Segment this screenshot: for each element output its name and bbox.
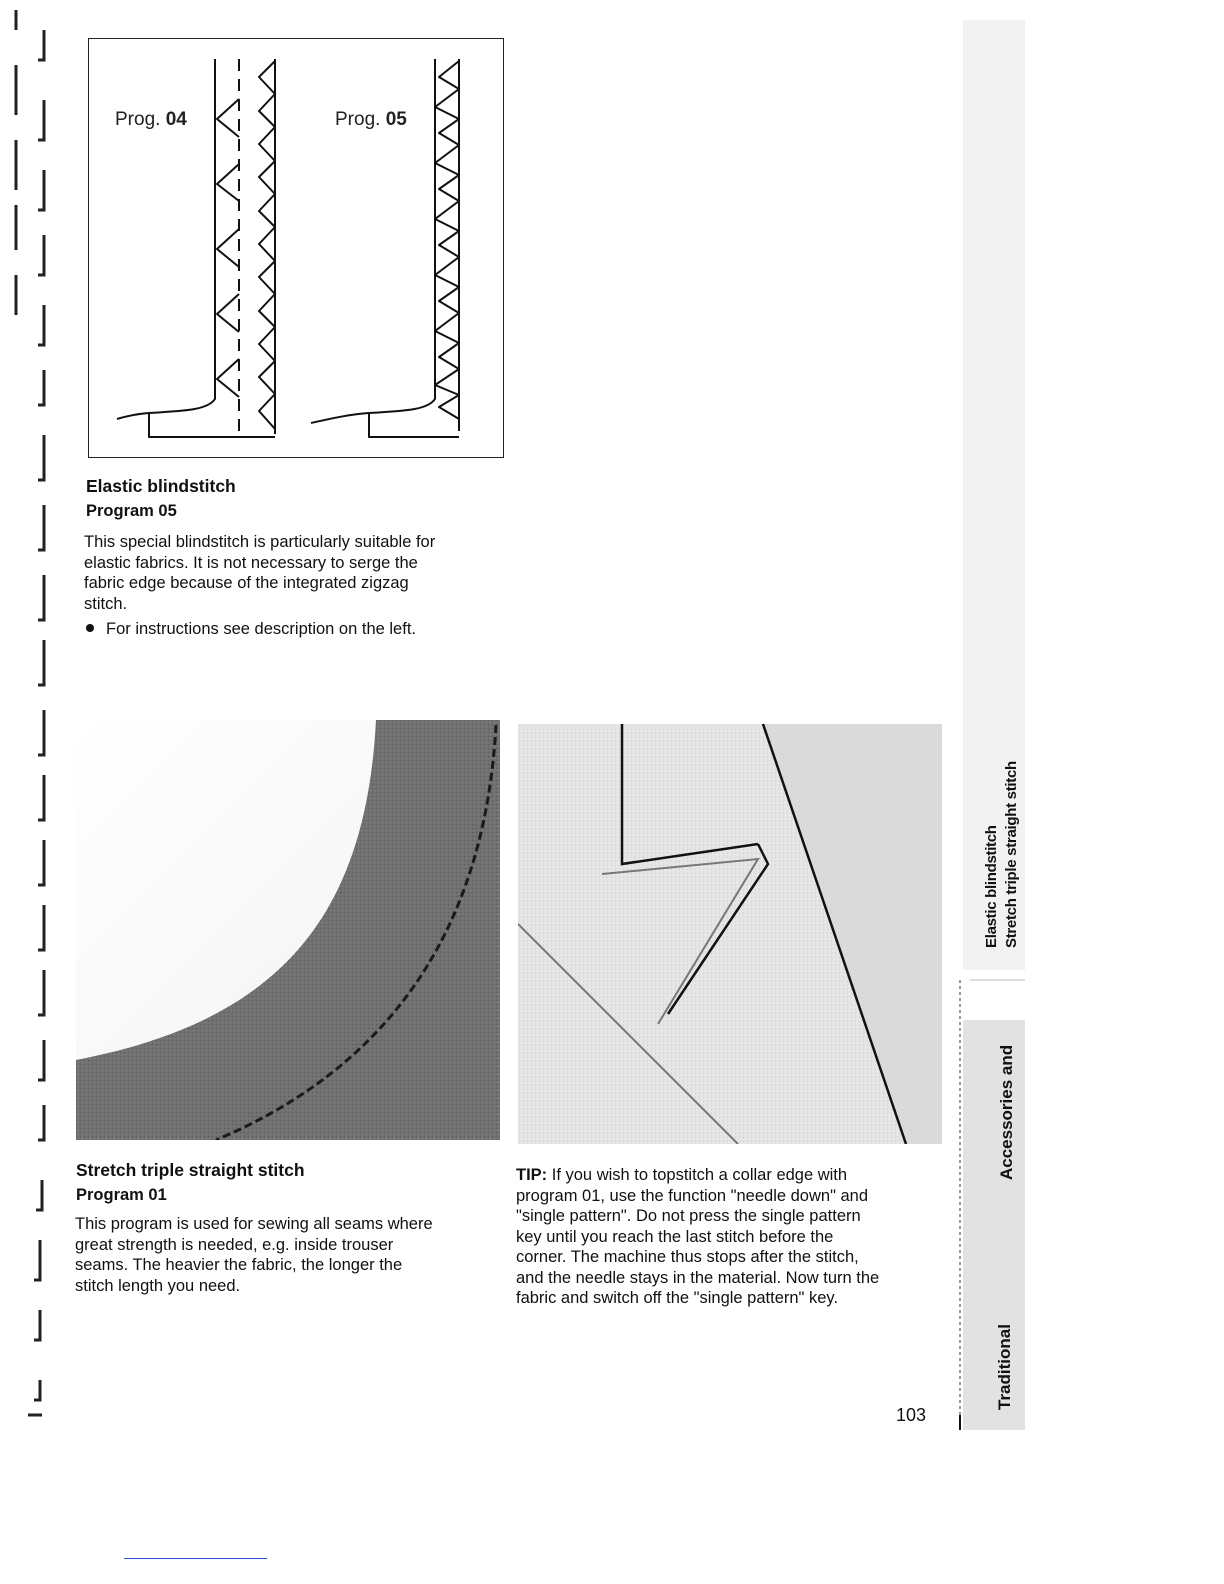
tip-line-1 [516, 1165, 879, 1186]
page-number: 103 [896, 1405, 927, 1425]
binding-marks [14, 10, 74, 1430]
stitch-diagram-drawing [89, 39, 505, 459]
stretch-description [75, 1214, 433, 1296]
tip-line-6: and the needle stays in the material. Now turn the [516, 1268, 880, 1287]
stretch-line-2: great strength is needed, e.g. inside trouser [75, 1235, 394, 1254]
tip-line-4: key until you reach the last stitch before the [516, 1227, 834, 1246]
stitch-diagram [88, 38, 504, 458]
tip-line-3: "single pattern". Do not press the single pattern [516, 1207, 861, 1225]
stretch-stitch-photo [76, 720, 500, 1140]
stretch-program-label: Program 01 [76, 1186, 167, 1204]
tip-line-7: fabric and switch off the "single pattern" key. [516, 1289, 839, 1307]
side-tab-accessories[interactable]: Accessories and [997, 1044, 1016, 1180]
bullet-icon [86, 624, 94, 632]
collar-photo-drawing [518, 724, 942, 1144]
stretch-title: Stretch triple straight stitch [76, 1160, 305, 1180]
collar-photo [518, 724, 942, 1144]
prog-04-label: Prog. 04 [115, 109, 187, 130]
elastic-blindstitch-title: Elastic blindstitch [86, 476, 236, 496]
elastic-line-3: fabric edge because of the integrated zigzag [84, 574, 409, 592]
tip-block [516, 1165, 879, 1309]
elastic-line-1: This special blindstitch is particularly suitable for [84, 533, 436, 551]
tip-line-5: corner. The machine thus stops after the stitch, [516, 1248, 859, 1266]
tip-first-line: If you wish to topstitch a collar edge with [547, 1166, 848, 1184]
elastic-line-2: elastic fabrics. It is not necessary to serge the [84, 553, 418, 572]
stretch-line-1: This program is used for sewing all seams where [75, 1215, 433, 1233]
tip-line-2: program 01, use the function "needle down" and [516, 1186, 869, 1205]
footer-link-line [124, 1558, 267, 1559]
elastic-bullet [86, 620, 416, 639]
stretch-line-4: stitch length you need. [75, 1276, 241, 1295]
side-tab-traditional[interactable]: Traditional [995, 1324, 1014, 1410]
side-tab-elastic[interactable]: Elastic blindstitch [983, 825, 1000, 948]
stretch-stitch-photo-drawing [76, 720, 500, 1140]
side-tab-rail [955, 20, 1025, 1430]
stretch-line-3: seams. The heavier the fabric, the longer the [75, 1256, 403, 1274]
side-rail-drawing [955, 20, 1025, 1430]
elastic-program-label: Program 05 [86, 502, 177, 520]
side-tab-stretch[interactable]: Stretch triple straight stitch [1003, 761, 1020, 948]
prog-05-label: Prog. 05 [335, 109, 407, 130]
elastic-bullet-text: For instructions see description on the left. [106, 620, 416, 638]
elastic-description [84, 532, 435, 614]
tip-label: TIP: [516, 1166, 548, 1184]
elastic-line-4: stitch. [84, 594, 128, 613]
